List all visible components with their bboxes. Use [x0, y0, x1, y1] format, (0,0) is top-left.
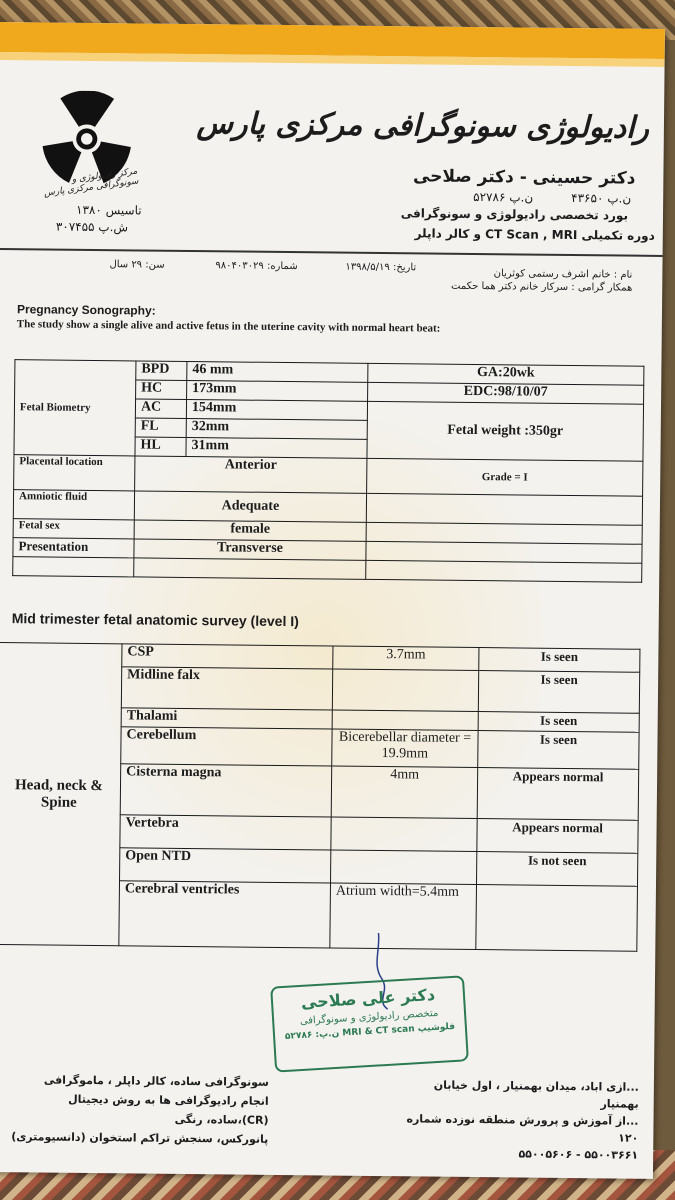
- structure-name: Open NTD: [120, 848, 331, 883]
- structure-name: CSP: [122, 644, 333, 669]
- header-divider: [0, 248, 663, 257]
- fetal-sex-value: female: [134, 520, 366, 541]
- doctors-names: دکتر حسینی - دکتر صلاحی: [412, 166, 636, 189]
- fellowship-course: دوره تکمیلی CT Scan , MRI و کالر داپلر: [414, 226, 655, 243]
- structure-measure: Bicerebellar diameter = 19.9mm: [332, 729, 478, 768]
- survey-title: Mid trimester fetal anatomic survey (level I): [11, 610, 299, 630]
- structure-result: Is seen: [478, 731, 639, 770]
- doctor-stamp: [270, 975, 469, 1072]
- structure-name: Thalami: [121, 708, 332, 729]
- structure-measure: 4mm: [331, 766, 478, 819]
- stamp-fellowship: فلوشیپ MRI & CT scan ن.پ: ۵۲۷۸۶: [284, 1021, 456, 1042]
- amniotic-fluid-value: Adequate: [134, 491, 366, 522]
- empty-cell: [134, 558, 366, 579]
- structure-measure: [331, 817, 477, 852]
- empty-cell: [13, 557, 134, 577]
- address-line-2: ...از آموزش و پرورش منطقه نوزده شماره ۱۲۰: [406, 1112, 639, 1145]
- placental-location-value: Anterior: [135, 456, 367, 493]
- license-number: ش.پ ۳۰۷۴۵۵: [55, 219, 129, 235]
- services-line-1: سونوگرافی ساده، کالر داپلر ، ماموگرافی: [43, 1073, 269, 1089]
- fetal-biometry-label: Fetal Biometry: [14, 360, 136, 456]
- presentation-label: Presentation: [13, 538, 134, 558]
- presentation-value: Transverse: [134, 539, 366, 560]
- structure-name: Cerebellum: [121, 727, 332, 766]
- services-line-3: پانورکس، سنجش تراکم استخوان (دانسیومتری): [11, 1130, 269, 1146]
- np-number-2: ن.پ ۵۲۷۸۶: [473, 189, 534, 205]
- structure-result: Appears normal: [477, 819, 638, 854]
- report-date: تاریخ: ۱۳۹۸/۵/۱۹: [345, 261, 417, 274]
- report-sheet: [0, 22, 665, 1179]
- report-title: Pregnancy Sonography:: [16, 302, 156, 318]
- established-year: تاسیس ۱۳۸۰: [75, 202, 142, 218]
- services-line-2: انجام رادیوگرافی ها به روش دیجیتال (CR)،ساده، رنگی: [68, 1092, 269, 1127]
- structure-result: Is seen: [478, 712, 639, 733]
- phone-numbers: ۵۵۰۰۳۶۶۱ - ۵۵۰۰۵۶۰۶: [518, 1147, 639, 1162]
- structure-name: Midline falx: [121, 667, 332, 710]
- edc-date: EDC:98/10/07: [368, 382, 644, 404]
- footer-address: [398, 1076, 639, 1164]
- fetal-weight: Fetal weight :350gr: [367, 401, 644, 461]
- anatomic-survey-table: [0, 642, 640, 952]
- biometry-value: 31mm: [186, 437, 367, 458]
- stamp-doctor-name: دکتر علی صلاحی: [300, 985, 436, 1012]
- structure-result: Appears normal: [477, 768, 639, 821]
- patient-name: نام : خانم اشرف رستمی کوثریان: [493, 268, 633, 281]
- structure-measure: Atrium width=5.4mm: [330, 883, 477, 950]
- study-summary: The study show a single alive and active fetus in the uterine cavity with normal heart beat:: [16, 318, 441, 335]
- biometry-param: HC: [136, 380, 187, 400]
- structure-measure: 3.7mm: [333, 646, 479, 671]
- biometry-value: 173mm: [187, 380, 368, 401]
- biometry-param: FL: [135, 418, 186, 438]
- structure-name: Vertebra: [120, 815, 331, 850]
- biometry-value: 154mm: [186, 399, 367, 420]
- structure-measure: [332, 669, 478, 712]
- structure-result: Is seen: [478, 671, 639, 714]
- biometry-value: 46 mm: [187, 361, 368, 382]
- patient-age: سن: ۲۹ سال: [109, 259, 165, 271]
- structure-result: Is not seen: [476, 852, 637, 887]
- empty-cell: [366, 560, 642, 582]
- biometry-param: BPD: [136, 361, 187, 381]
- structure-measure: [331, 850, 477, 885]
- biometry-param: HL: [135, 437, 186, 457]
- np-number-1: ن.پ ۴۳۶۵۰: [571, 190, 632, 206]
- structure-result: [476, 885, 638, 952]
- placental-location-label: Placental location: [14, 455, 135, 491]
- referring-doctor: همکار گرامی : سرکار خانم دکتر هما حکمت: [451, 280, 633, 294]
- clinic-name: رادیولوژی سونوگرافی مرکزی پارس: [196, 106, 650, 146]
- structure-measure: [332, 710, 478, 731]
- biometry-value: 32mm: [186, 418, 367, 439]
- board-certification: بورد تخصصی رادیولوژی و سونوگرافی: [400, 206, 629, 223]
- fetal-sex-label: Fetal sex: [13, 519, 134, 539]
- structure-name: Cerebral ventricles: [119, 881, 331, 948]
- region-label: Head, neck & Spine: [0, 643, 122, 946]
- gestational-age: GA:20wk: [368, 363, 644, 385]
- placenta-grade: Grade = I: [367, 458, 643, 496]
- logo-caption: مرکز رادیولوژی و سونوگرافی مرکزی پارس: [43, 166, 140, 199]
- report-number: شماره: ۹۸۰۴۰۳۰۲۹: [215, 260, 298, 273]
- structure-result: Is seen: [479, 648, 640, 673]
- biometry-table: [12, 359, 644, 583]
- biometry-param: AC: [135, 399, 186, 419]
- empty-cell: [366, 493, 642, 525]
- amniotic-fluid-label: Amniotic fluid: [13, 490, 134, 520]
- structure-name: Cisterna magna: [120, 764, 332, 817]
- address-line-1: ...ازی اباد، میدان بهمنیار ، اول خیابان بهمنیار: [433, 1078, 639, 1111]
- stamp-specialty: متخصص رادیولوژی و سونوگرافی: [299, 1007, 439, 1028]
- footer-services: [8, 1070, 269, 1149]
